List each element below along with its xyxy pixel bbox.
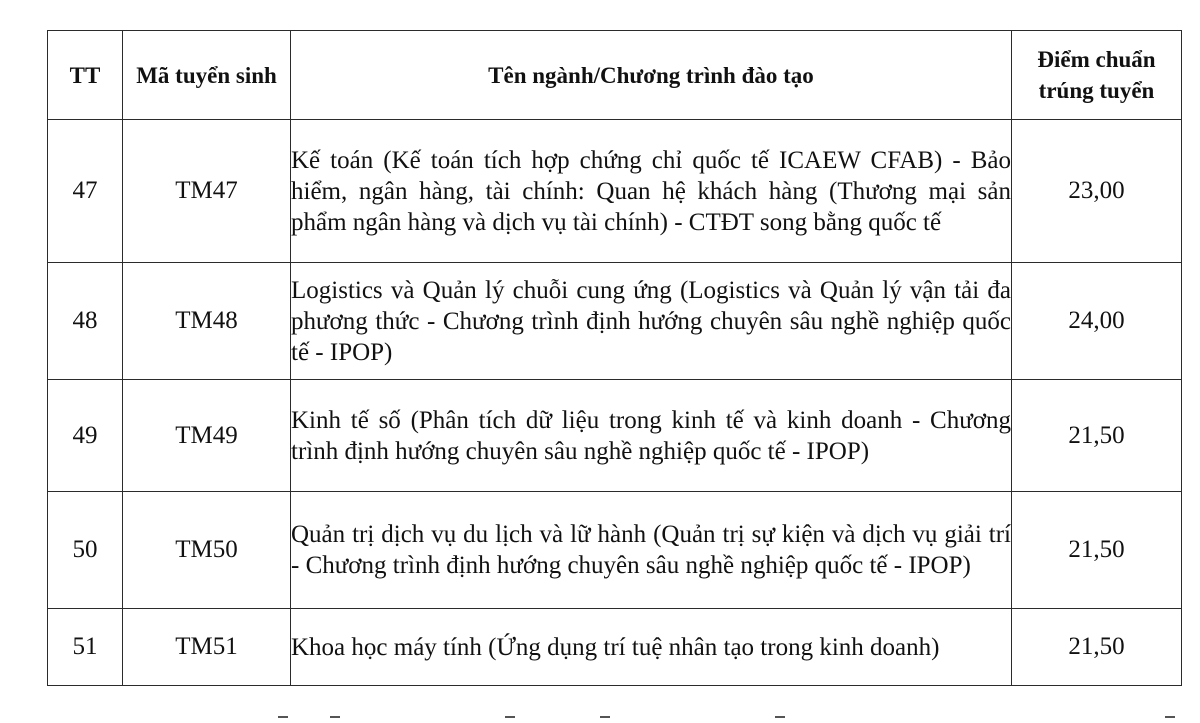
clipped-mark: [600, 716, 610, 718]
header-cutoff-score: Điểm chuẩn trúng tuyển: [1012, 31, 1182, 120]
row-cutoff-score: 21,50: [1012, 492, 1182, 609]
row-admission-code: TM49: [123, 380, 291, 492]
row-program-name: Logistics và Quản lý chuỗi cung ứng (Logistics và Quản lý vận tải đa phương thức - Chương trình định hướng chuyên sâu nghề nghiệp quốc tế - IPOP): [291, 263, 1012, 380]
row-cutoff-score: 21,50: [1012, 609, 1182, 686]
row-cutoff-score: 24,00: [1012, 263, 1182, 380]
row-admission-code: TM50: [123, 492, 291, 609]
table-row: [48, 263, 1182, 380]
table-row: [48, 492, 1182, 609]
table-row: [48, 380, 1182, 492]
header-program-name: Tên ngành/Chương trình đào tạo: [291, 31, 1012, 120]
row-cutoff-score: 21,50: [1012, 380, 1182, 492]
row-program-name: Kinh tế số (Phân tích dữ liệu trong kinh tế và kinh doanh - Chương trình định hướng chuyên sâu nghề nghiệp quốc tế - IPOP): [291, 380, 1012, 492]
row-admission-code: TM47: [123, 120, 291, 263]
row-admission-code: TM48: [123, 263, 291, 380]
clipped-mark: [775, 716, 785, 718]
header-tt: TT: [48, 31, 123, 120]
row-tt: 47: [48, 120, 123, 263]
row-admission-code: TM51: [123, 609, 291, 686]
next-line-clipped-glyphs: [270, 712, 1190, 723]
row-program-name: Quản trị dịch vụ du lịch và lữ hành (Quản trị sự kiện và dịch vụ giải trí - Chương trình định hướng chuyên sâu nghề nghiệp quốc tế - IPOP): [291, 492, 1012, 609]
clipped-mark: [505, 716, 515, 718]
admission-score-table: [47, 30, 1182, 686]
table-header-row: [48, 31, 1182, 120]
clipped-mark: [1165, 716, 1175, 718]
table-row: [48, 609, 1182, 686]
header-admission-code: Mã tuyển sinh: [123, 31, 291, 120]
row-tt: 49: [48, 380, 123, 492]
row-program-name: Kế toán (Kế toán tích hợp chứng chỉ quốc tế ICAEW CFAB) - Bảo hiểm, ngân hàng, tài chính: Quan hệ khách hàng (Thương mại sản phẩm ngân hàng và dịch vụ tài chính) - CTĐT song bằng quốc tế: [291, 120, 1012, 263]
row-program-name: Khoa học máy tính (Ứng dụng trí tuệ nhân tạo trong kinh doanh): [291, 609, 1012, 686]
row-tt: 50: [48, 492, 123, 609]
clipped-mark: [278, 716, 288, 718]
table-row: [48, 120, 1182, 263]
row-tt: 51: [48, 609, 123, 686]
clipped-mark: [330, 716, 340, 718]
row-tt: 48: [48, 263, 123, 380]
row-cutoff-score: 23,00: [1012, 120, 1182, 263]
